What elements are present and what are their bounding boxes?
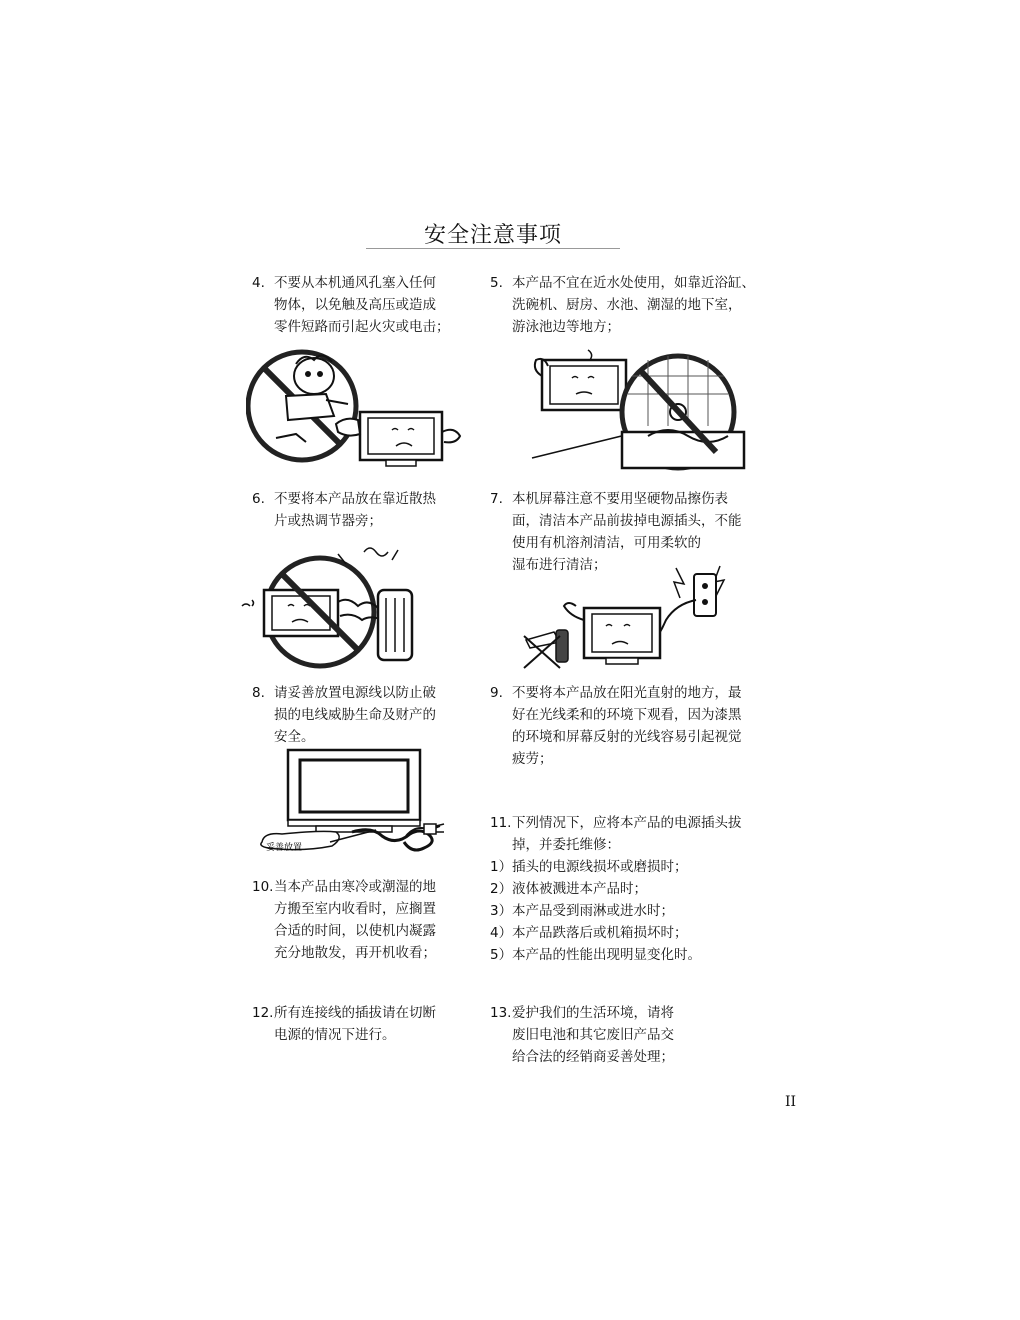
illustration-no-objects-in-vents xyxy=(246,346,478,470)
safety-item-8: 8. 请妥善放置电源线以防止破 损的电线威胁生命及财产的 安全。 xyxy=(252,685,436,745)
page-number: II xyxy=(785,1094,797,1110)
item-11-sub-5: 5）本产品的性能出现明显变化时。 xyxy=(490,947,701,963)
safety-item-12: 12.所有连接线的插拔请在切断 电源的情况下进行。 xyxy=(252,1005,436,1043)
safety-item-4: 4. 不要从本机通风孔塞入任何 物体，以免触及高压或造成 零件短路而引起火灾或电击； xyxy=(252,275,450,335)
item-11-sub-2: 2）液体被溅进本产品时； xyxy=(490,881,647,897)
safety-item-13: 13.爱护我们的生活环境，请将 废旧电池和其它废旧产品交 给合法的经销商妥善处理； xyxy=(490,1005,674,1065)
item-11-sub-3: 3）本产品受到雨淋或进水时； xyxy=(490,903,674,919)
safety-item-9: 9. 不要将本产品放在阳光直射的地方，最 好在光线柔和的环境下观看，因为漆黑 的环境和屏幕反射的光线容易引起视觉 疲劳； xyxy=(490,685,742,767)
illustration-unplug-before-cleaning xyxy=(520,560,740,672)
safety-item-11: 11.下列情况下，应将本产品的电源插头拔 掉，并委托维修： 1）插头的电源线损坏或磨损时； 2）液体被溅进本产品时； 3）本产品受到雨淋或进水时； 4）本产品跌落后或机箱损坏时； 5）本产品的性能出现明显变化时。 xyxy=(490,812,742,966)
title-divider xyxy=(366,248,620,249)
illustration-no-water xyxy=(528,346,752,472)
safety-item-10: 10.当本产品由寒冷或潮湿的地 方搬至室内收看时，应搁置 合适的时间，以使机内凝露 充分地散发，再开机收看； xyxy=(252,879,436,961)
safety-item-7: 7. 本机屏幕注意不要用坚硬物品擦伤表 面，清洁本产品前拔掉电源插头，不能 使用有机溶剂清洁，可用柔软的 湿布进行清洁； xyxy=(490,491,742,573)
fig8-tag-label: 妥善放置 xyxy=(266,843,303,853)
item-11-sub-4: 4）本产品跌落后或机箱损坏时； xyxy=(490,925,688,941)
illustration-no-heat-source xyxy=(238,540,428,670)
item-11-sub-1: 1）插头的电源线损坏或磨损时； xyxy=(490,859,688,875)
safety-item-5: 5. 本产品不宜在近水处使用，如靠近浴缸、 洗碗机、厨房、水池、潮湿的地下室， 游泳池边等地方； xyxy=(490,275,755,335)
illustration-power-cord-placement xyxy=(256,746,456,862)
safety-item-6: 6. 不要将本产品放在靠近散热 片或热调节器旁； xyxy=(252,491,436,529)
page-title: 安全注意事项 xyxy=(423,223,562,248)
